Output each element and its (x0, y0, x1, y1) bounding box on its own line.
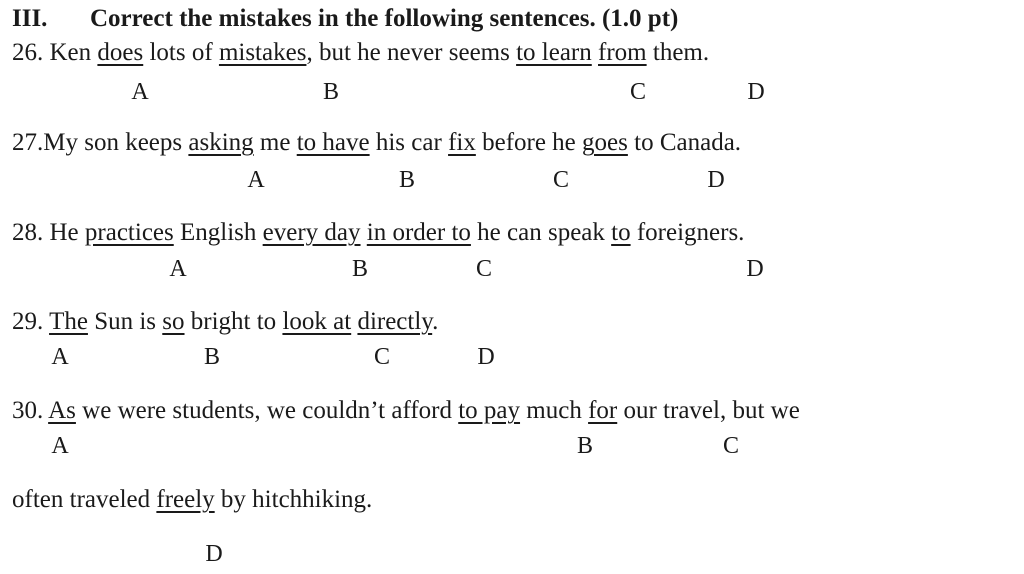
section-title: Correct the mistakes in the following sentences. (1.0 pt) (90, 5, 679, 32)
option-d-phrase: to (611, 219, 631, 246)
option-label-a: A (51, 433, 69, 459)
option-d-phrase: goes (582, 129, 628, 156)
option-b-phrase: to pay (458, 397, 521, 424)
option-a-phrase: does (97, 39, 144, 66)
option-label-d: D (477, 344, 495, 370)
option-label-c: C (373, 344, 391, 370)
option-label-d: D (707, 167, 725, 193)
option-a-phrase: The (49, 308, 88, 335)
option-a-phrase: practices (84, 219, 174, 246)
option-a-phrase: As (48, 397, 76, 424)
question-number: 27. (12, 129, 44, 156)
question-number: 28. (12, 219, 44, 246)
option-c-phrase: in order to (366, 219, 471, 246)
option-label-a: A (247, 167, 265, 193)
option-label-b: B (398, 167, 416, 193)
option-label-a: A (169, 256, 187, 282)
option-c-phrase: fix (448, 129, 476, 156)
option-d-phrase: freely (156, 486, 215, 513)
question-30-continuation: often traveled freely by hitchhiking. (12, 486, 373, 513)
option-label-a: A (51, 344, 69, 370)
option-label-c: C (475, 256, 493, 282)
option-label-d: D (747, 79, 765, 105)
option-label-b: B (351, 256, 369, 282)
option-b-phrase: so (162, 308, 185, 335)
question-28-sentence: 28. He practices English every day in order to he can speak to foreigners. (12, 219, 745, 246)
question-number: 30. (12, 397, 44, 424)
section-heading (12, 4, 678, 34)
option-label-d: D (746, 256, 764, 282)
option-label-c: C (552, 167, 570, 193)
option-c-phrase: for (588, 397, 618, 424)
option-label-b: B (322, 79, 340, 105)
question-number: 26. (12, 39, 44, 66)
question-30-sentence: 30. As we were students, we couldn’t afford to pay much for our travel, but we (12, 397, 800, 424)
option-label-a: A (131, 79, 149, 105)
question-number: 29. (12, 308, 44, 335)
question-29-sentence: 29. The Sun is so bright to look at directly. (12, 308, 439, 335)
option-c-phrase: look at (282, 308, 352, 335)
option-label-c: C (629, 79, 647, 105)
option-d-phrase: directly (357, 308, 433, 335)
question-27-sentence: 27.My son keeps asking me to have his car fix before he goes to Canada. (12, 129, 742, 156)
question-26-sentence: 26. Ken does lots of mistakes, but he never seems to learn from them. (12, 39, 710, 66)
option-label-c: C (722, 433, 740, 459)
option-d-phrase: from (598, 39, 647, 66)
section-number: III. (12, 5, 48, 32)
option-label-b: B (203, 344, 221, 370)
option-b-phrase: every day (262, 219, 361, 246)
option-b-phrase: mistakes (218, 39, 307, 66)
option-label-d: D (205, 541, 223, 567)
option-b-phrase: to have (296, 129, 370, 156)
option-a-phrase: asking (188, 129, 254, 156)
option-c-phrase: to learn (516, 39, 592, 66)
option-label-b: B (576, 433, 594, 459)
